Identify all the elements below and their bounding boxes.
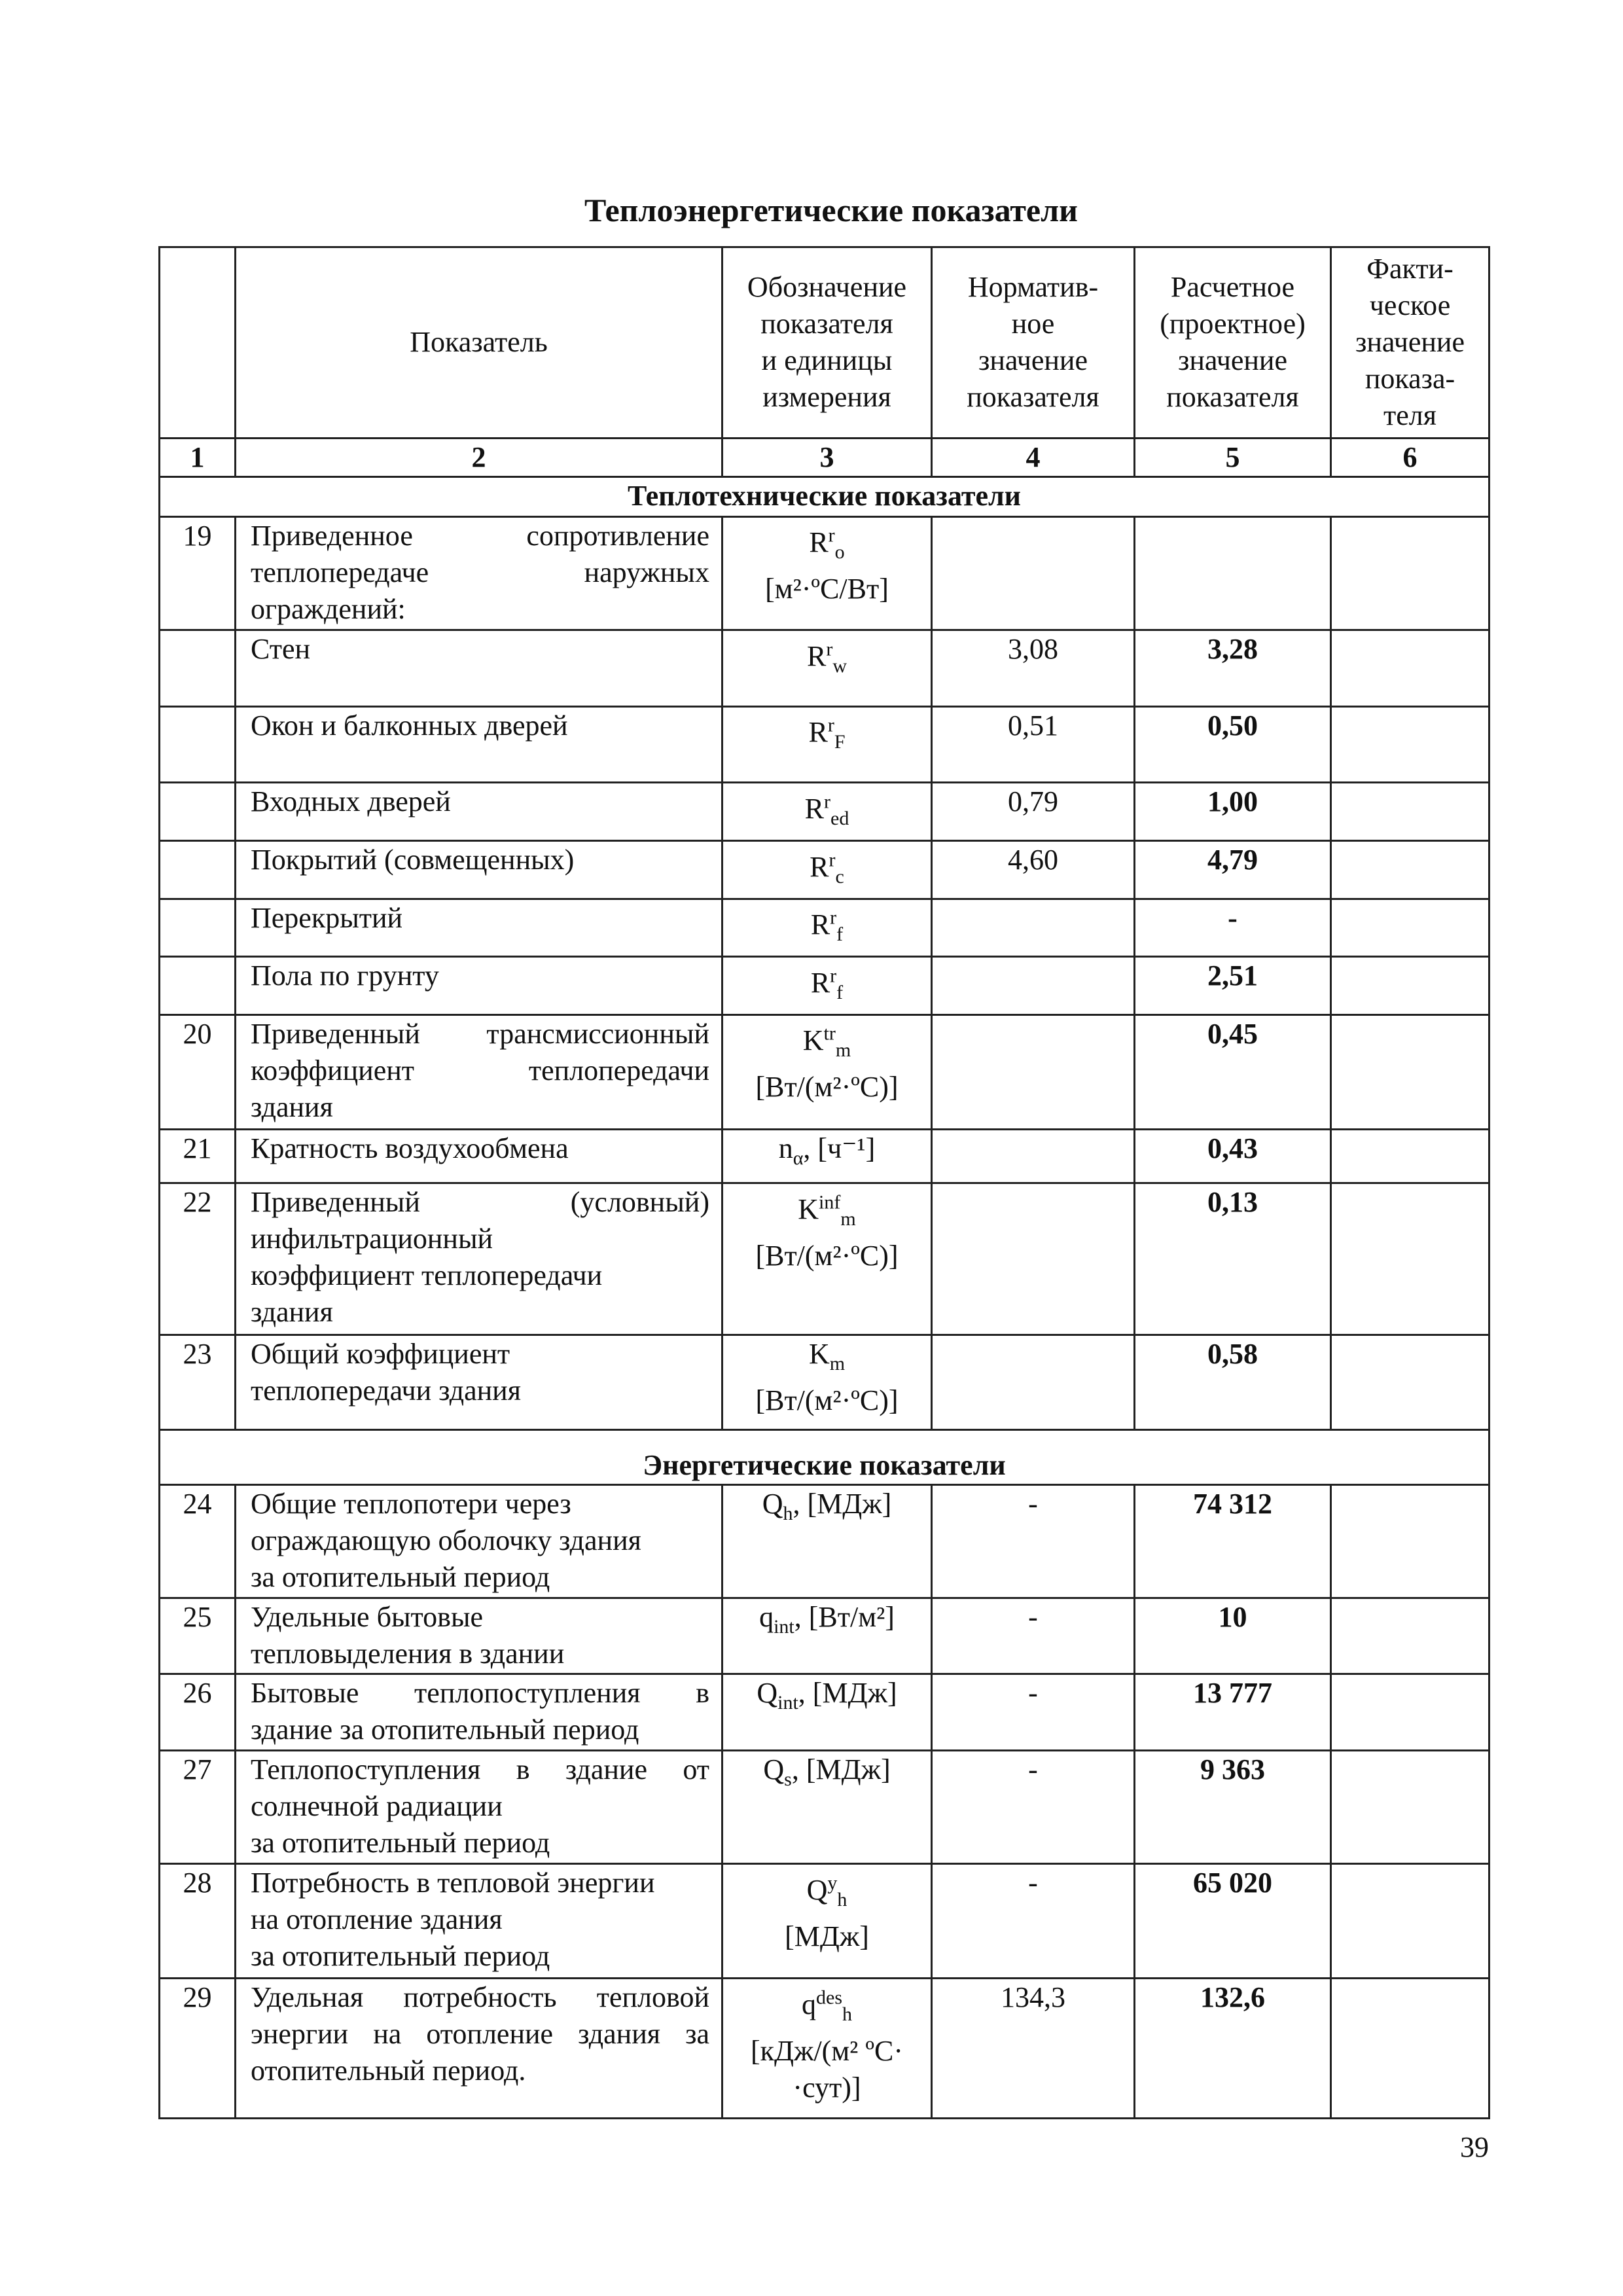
indicator-name-line: здания: [251, 1090, 333, 1123]
table-row: [160, 1751, 1489, 1864]
symbol-sub: ed: [830, 807, 849, 829]
symbol: [802, 1986, 852, 2025]
table-row: [160, 840, 1489, 899]
table-row: [160, 1598, 1489, 1674]
header-line: и единицы: [761, 344, 893, 377]
symbol-sup: inf: [819, 1191, 841, 1213]
unit-inline: , [МДж]: [798, 1677, 897, 1710]
symbol-base: q: [759, 1600, 774, 1633]
table-row: [160, 1014, 1489, 1129]
symbol-base: Q: [757, 1677, 778, 1710]
normative-value: 0,79: [932, 783, 1135, 841]
symbol-sub: f: [836, 924, 844, 945]
indicator-name: [236, 1335, 722, 1429]
indicator-name-line: за отопительный период: [251, 1940, 550, 1973]
symbol-cell: [722, 1864, 932, 1979]
symbol: [757, 1677, 897, 1714]
actual-value: [1331, 1129, 1489, 1183]
indicator-name: [236, 1183, 722, 1335]
indicator-name-line: за отопительный период: [251, 1561, 550, 1594]
col-number: 6: [1331, 438, 1489, 476]
symbol-sup: r: [830, 906, 837, 929]
symbol-base: K: [802, 1024, 824, 1057]
normative-value: [932, 516, 1135, 630]
normative-value: [932, 1183, 1135, 1335]
unit-inline: , [МДж]: [793, 1488, 892, 1520]
table-row: [160, 1864, 1489, 1979]
symbol-base: R: [804, 793, 825, 825]
actual-value: [1331, 957, 1489, 1015]
normative-value: 3,08: [932, 630, 1135, 706]
indicator-name-line: ограждений:: [251, 592, 406, 625]
table-row: [160, 1335, 1489, 1429]
unit: [Вт/(м²·ºС)]: [755, 1239, 899, 1272]
symbol-sub: c: [835, 865, 844, 888]
normative-value: 0,51: [932, 706, 1135, 783]
header-line: ное: [1011, 308, 1055, 340]
symbol: [804, 791, 849, 829]
calculated-value: 132,6: [1135, 1979, 1331, 2119]
actual-value: [1331, 899, 1489, 957]
row-number: 21: [160, 1129, 236, 1183]
calculated-value: -: [1135, 899, 1331, 957]
column-number-row: [160, 438, 1489, 476]
col-number: 3: [722, 438, 932, 476]
actual-value: [1331, 783, 1489, 841]
indicator-name: [236, 1129, 722, 1183]
symbol-cell: [722, 630, 932, 706]
normative-value: [932, 1335, 1135, 1429]
symbol-cell: [722, 1674, 932, 1751]
normative-value: [932, 1129, 1135, 1183]
symbol-base: Q: [806, 1873, 828, 1906]
header-col3: [722, 247, 932, 439]
row-number: [160, 783, 236, 841]
header-line: Факти-: [1366, 253, 1454, 285]
indicator-name-line: Удельные бытовые: [251, 1600, 484, 1633]
indicator-name-line: теплопередаче наружных: [251, 556, 709, 588]
calculated-value: 0,45: [1135, 1014, 1331, 1129]
indicator-name-line: Приведенное сопротивление: [251, 519, 709, 552]
symbol-cell: [722, 516, 932, 630]
calculated-value: 0,58: [1135, 1335, 1331, 1429]
actual-value: [1331, 1864, 1489, 1979]
calculated-value: 9 363: [1135, 1751, 1331, 1864]
unit: [м²·ºС/Вт]: [765, 573, 889, 605]
symbol: [806, 1872, 847, 1910]
normative-value: -: [932, 1485, 1135, 1598]
row-number: 29: [160, 1979, 236, 2119]
row-number: 22: [160, 1183, 236, 1335]
symbol-base: K: [798, 1193, 819, 1226]
actual-value: [1331, 1485, 1489, 1598]
header-line: показателя: [1166, 381, 1299, 414]
symbol-sup: r: [824, 791, 831, 813]
unit-inline: , [ч⁻¹]: [803, 1132, 876, 1164]
header-line: (проектное): [1160, 308, 1306, 340]
indicator-name-line: за отопительный период: [251, 1827, 550, 1859]
row-number: 25: [160, 1598, 236, 1674]
header-col6: [1331, 247, 1489, 439]
header-col5: [1135, 247, 1331, 439]
actual-value: [1331, 1335, 1489, 1429]
symbol-base: R: [806, 639, 827, 672]
normative-value: [932, 957, 1135, 1015]
symbol: [802, 1022, 851, 1062]
indicator-name-line: Окон и балконных дверей: [251, 709, 568, 742]
symbol: [810, 906, 844, 945]
indicator-name-line: Удельная потребность тепловой: [251, 1981, 709, 2014]
indicator-name-line: Входных дверей: [251, 785, 451, 818]
header-col1: [160, 247, 236, 439]
row-number: 26: [160, 1674, 236, 1751]
symbol: [762, 1488, 892, 1525]
heat-indicators-table: [158, 246, 1490, 2119]
calculated-value: 3,28: [1135, 630, 1331, 706]
calculated-value: 0,13: [1135, 1183, 1331, 1335]
symbol: [810, 965, 844, 1003]
header-line: ческое: [1369, 289, 1451, 322]
symbol-sub: α: [793, 1147, 804, 1169]
indicator-name: [236, 840, 722, 899]
symbol-cell: [722, 1335, 932, 1429]
symbol-sub: m: [829, 1352, 846, 1374]
symbol-sub: h: [837, 1888, 847, 1910]
actual-value: [1331, 1014, 1489, 1129]
header-col4: [932, 247, 1135, 439]
calculated-value: 2,51: [1135, 957, 1331, 1015]
table-row: [160, 1183, 1489, 1335]
indicator-name-line: Теплопоступления в здание от: [251, 1753, 709, 1786]
symbol-sup: y: [827, 1872, 838, 1894]
header-line: показателя: [967, 381, 1099, 414]
symbol-cell: [722, 1485, 932, 1598]
indicator-name-line: Покрытий (совмещенных): [251, 843, 575, 876]
symbol-sup: r: [828, 524, 835, 547]
symbol-cell: [722, 899, 932, 957]
section-row: [160, 1429, 1489, 1485]
calculated-value: 10: [1135, 1598, 1331, 1674]
symbol: [808, 714, 846, 753]
indicator-name-line: Перекрытий: [251, 901, 403, 934]
header-line: Расчетное: [1170, 271, 1295, 304]
symbol-sub: int: [777, 1692, 798, 1714]
unit: [Вт/(м²·ºС)]: [755, 1071, 899, 1103]
indicator-name-line: Приведенный трансмиссионный: [251, 1017, 709, 1050]
row-number: [160, 630, 236, 706]
symbol-sub: s: [784, 1768, 792, 1790]
symbol-sup: r: [830, 965, 837, 987]
normative-value: -: [932, 1674, 1135, 1751]
unit-inline: , [Вт/м²]: [794, 1600, 895, 1633]
symbol: [809, 524, 845, 564]
symbol-base: R: [810, 908, 830, 941]
header-line: показателя: [760, 308, 893, 340]
symbol-cell: [722, 840, 932, 899]
col-number: 5: [1135, 438, 1331, 476]
col-number: 1: [160, 438, 236, 476]
header-line: значение: [1355, 326, 1465, 359]
indicator-name-line: здания: [251, 1296, 333, 1329]
indicator-name-line: Общие теплопотери через: [251, 1488, 571, 1520]
symbol-base: Q: [763, 1753, 785, 1786]
table-row: [160, 1129, 1489, 1183]
symbol-cell: [722, 783, 932, 841]
symbol-sub: h: [842, 2003, 852, 2025]
indicator-name-line: Пола по грунту: [251, 960, 439, 992]
symbol-sub: o: [834, 541, 845, 564]
symbol-sub: m: [835, 1039, 851, 1062]
section-title: Энергетические показатели: [160, 1429, 1489, 1485]
indicator-name: [236, 1485, 722, 1598]
indicator-name: [236, 1674, 722, 1751]
col-number: 2: [236, 438, 722, 476]
normative-value: 134,3: [932, 1979, 1135, 2119]
table-row: [160, 516, 1489, 630]
indicator-name-line: Потребность в тепловой энергии: [251, 1867, 655, 1899]
indicator-name: [236, 516, 722, 630]
symbol-sub: h: [783, 1503, 793, 1525]
symbol-base: Q: [762, 1488, 783, 1520]
symbol-cell: [722, 1014, 932, 1129]
symbol: [778, 1132, 876, 1169]
actual-value: [1331, 630, 1489, 706]
symbol-sub: F: [834, 731, 846, 753]
symbol-base: R: [810, 966, 830, 999]
symbol-sub: int: [774, 1615, 794, 1638]
indicator-name-line: энергии на отопление здания за: [251, 2018, 709, 2051]
symbol-sup: r: [826, 637, 833, 660]
actual-value: [1331, 516, 1489, 630]
indicator-name-line: коэффициент теплопередачи: [251, 1259, 603, 1292]
actual-value: [1331, 1751, 1489, 1864]
indicator-name-line: тепловыделения в здании: [251, 1637, 565, 1670]
normative-value: [932, 1014, 1135, 1129]
unit: [кДж/(м² ºС·: [751, 2034, 903, 2067]
indicator-name-line: Общий коэффициент: [251, 1337, 510, 1370]
indicator-name: [236, 706, 722, 783]
symbol: [806, 637, 847, 677]
symbol-base: R: [809, 526, 829, 559]
indicator-name: [236, 899, 722, 957]
header-line: теля: [1383, 399, 1436, 432]
table-row: [160, 1485, 1489, 1598]
row-number: [160, 899, 236, 957]
table-row: [160, 957, 1489, 1015]
symbol-sup: des: [816, 1986, 842, 2009]
symbol-sup: tr: [823, 1022, 836, 1045]
row-number: 19: [160, 516, 236, 630]
actual-value: [1331, 1979, 1489, 2119]
indicator-name: [236, 1979, 722, 2119]
indicator-name: [236, 1751, 722, 1864]
symbol: [808, 1337, 846, 1374]
header-line: Норматив-: [967, 271, 1099, 304]
actual-value: [1331, 1183, 1489, 1335]
symbol-cell: [722, 1598, 932, 1674]
indicator-name-line: Стен: [251, 632, 311, 665]
calculated-value: 65 020: [1135, 1864, 1331, 1979]
indicator-name-line: солнечной радиации: [251, 1790, 503, 1823]
unit-inline: , [МДж]: [791, 1753, 891, 1786]
symbol: [763, 1753, 891, 1790]
section-row: [160, 477, 1489, 516]
header-line: измерения: [762, 381, 891, 414]
row-number: [160, 957, 236, 1015]
symbol-base: K: [808, 1337, 830, 1370]
symbol: [798, 1191, 856, 1230]
table-row: [160, 630, 1489, 706]
header-line: значение: [978, 344, 1088, 377]
symbol-base: n: [778, 1132, 793, 1164]
header-line: Обозначение: [747, 271, 907, 304]
symbol-base: q: [802, 1988, 816, 2021]
actual-value: [1331, 1674, 1489, 1751]
row-number: 23: [160, 1335, 236, 1429]
unit: [МДж]: [785, 1920, 869, 1952]
actual-value: [1331, 706, 1489, 783]
header-row: [160, 247, 1489, 439]
indicator-name-line: инфильтрационный: [251, 1223, 493, 1255]
table-row: [160, 899, 1489, 957]
calculated-value: 13 777: [1135, 1674, 1331, 1751]
row-number: [160, 840, 236, 899]
row-number: 24: [160, 1485, 236, 1598]
table-row: [160, 1674, 1489, 1751]
symbol-cell: [722, 1129, 932, 1183]
normative-value: -: [932, 1598, 1135, 1674]
calculated-value: [1135, 516, 1331, 630]
indicator-name-line: отопительный период.: [251, 2054, 526, 2087]
calculated-value: 74 312: [1135, 1485, 1331, 1598]
symbol: [759, 1600, 895, 1638]
indicator-name: [236, 1014, 722, 1129]
calculated-value: 0,50: [1135, 706, 1331, 783]
actual-value: [1331, 1598, 1489, 1674]
symbol-cell: [722, 957, 932, 1015]
table-row: [160, 1979, 1489, 2119]
symbol-cell: [722, 706, 932, 783]
normative-value: -: [932, 1864, 1135, 1979]
symbol: [810, 848, 844, 888]
row-number: [160, 706, 236, 783]
normative-value: 4,60: [932, 840, 1135, 899]
symbol-base: R: [810, 850, 829, 883]
header-line: показа-: [1364, 363, 1455, 395]
symbol-base: R: [808, 716, 828, 749]
indicator-name: [236, 1864, 722, 1979]
page-number: 39: [1460, 2131, 1489, 2163]
symbol-sub: m: [840, 1208, 856, 1230]
actual-value: [1331, 840, 1489, 899]
header-line: значение: [1178, 344, 1287, 377]
symbol-cell: [722, 1183, 932, 1335]
header-col2: Показатель: [236, 247, 722, 439]
normative-value: [932, 899, 1135, 957]
calculated-value: 4,79: [1135, 840, 1331, 899]
section-title: Теплотехнические показатели: [160, 477, 1489, 516]
indicator-name: [236, 630, 722, 706]
indicator-name: [236, 783, 722, 841]
unit: ·сут)]: [793, 2071, 861, 2104]
indicator-name-line: теплопередачи здания: [251, 1374, 521, 1407]
col-number: 4: [932, 438, 1135, 476]
indicator-name-line: ограждающую оболочку здания: [251, 1524, 641, 1557]
calculated-value: 1,00: [1135, 783, 1331, 841]
table-row: [160, 706, 1489, 783]
normative-value: -: [932, 1751, 1135, 1864]
indicator-name: [236, 1598, 722, 1674]
symbol-sub: w: [832, 655, 847, 677]
symbol-sup: r: [829, 848, 836, 870]
indicator-name-line: Приведенный (условный): [251, 1186, 709, 1219]
indicator-name-line: здание за отопительный период: [251, 1713, 639, 1746]
indicator-name-line: на отопление здания: [251, 1903, 503, 1936]
row-number: 27: [160, 1751, 236, 1864]
symbol-cell: [722, 1751, 932, 1864]
calculated-value: 0,43: [1135, 1129, 1331, 1183]
indicator-name-line: коэффициент теплопередачи: [251, 1054, 709, 1086]
indicator-name-line: Бытовые теплопоступления в: [251, 1677, 709, 1710]
indicator-name-line: Кратность воздухообмена: [251, 1132, 569, 1164]
symbol-cell: [722, 1979, 932, 2119]
table-row: [160, 783, 1489, 841]
symbol-sup: r: [827, 714, 834, 736]
symbol-sub: f: [836, 981, 844, 1003]
row-number: 20: [160, 1014, 236, 1129]
unit: [Вт/(м²·ºС)]: [755, 1384, 899, 1416]
indicator-name: [236, 957, 722, 1015]
page-title: Теплоэнергетические показатели: [584, 192, 1078, 228]
row-number: 28: [160, 1864, 236, 1979]
